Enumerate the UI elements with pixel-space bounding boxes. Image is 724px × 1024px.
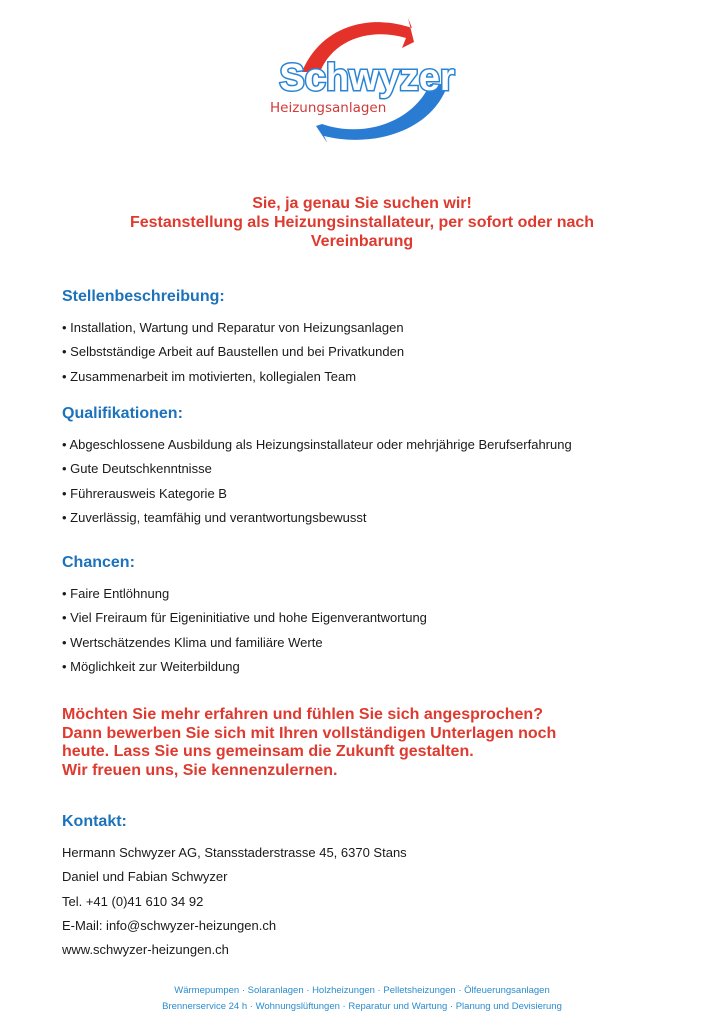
footer-line: Brennerservice 24 h · Wohnungslüftungen · Reparatur und Wartung · Planung und Devisierung — [162, 1001, 562, 1012]
section-qualifications — [62, 404, 572, 530]
list-item: • Viel Freiraum für Eigeninitiative und hohe Eigenverantwortung — [62, 610, 427, 626]
schwyzer-logo — [262, 14, 472, 142]
contact-website[interactable]: www.schwyzer-heizungen.ch — [62, 942, 229, 958]
section-heading: Kontakt: — [62, 813, 127, 830]
section-heading: Qualifikationen: — [62, 405, 183, 422]
section-job-description — [62, 287, 404, 389]
cta-line: Wir freuen uns, Sie kennenzulernen. — [62, 762, 338, 780]
footer-services — [0, 983, 724, 1015]
cta-line: Möchten Sie mehr erfahren und fühlen Sie sich angesprochen? — [62, 706, 543, 723]
footer-line: Wärmepumpen · Solaranlagen · Holzheizungen · Pelletsheizungen · Ölfeuerungsanlagen — [174, 985, 550, 996]
contact-email[interactable]: E-Mail: info@schwyzer-heizungen.ch — [62, 917, 277, 933]
list-item: • Abgeschlossene Ausbildung als Heizungsinstallateur oder mehrjährige Berufserfahrung — [62, 437, 572, 452]
list-item: • Gute Deutschkenntnisse — [62, 461, 212, 477]
svg-text:Heizungsanlagen: Heizungsanlagen — [270, 100, 387, 116]
cta-line: Dann bewerben Sie sich mit Ihren vollständigen Unterlagen noch — [62, 724, 557, 742]
contact-company: Hermann Schwyzer AG, Stansstaderstrasse 45, 6370 Stans — [62, 845, 407, 860]
contact-persons: Daniel und Fabian Schwyzer — [62, 869, 228, 885]
headline-line: Sie, ja genau Sie suchen wir! — [252, 195, 472, 212]
headline — [0, 194, 724, 251]
list-item: • Selbstständige Arbeit auf Baustellen und bei Privatkunden — [62, 344, 405, 360]
headline-line: Festanstellung als Heizungsinstallateur, per sofort oder nach — [129, 214, 595, 231]
section-opportunities — [62, 553, 427, 679]
list-item: • Zuverlässig, teamfähig und verantwortungsbewusst — [62, 509, 367, 525]
cta-line: heute. Lass Sie uns gemeinsam die Zukunft gestalten. — [62, 743, 474, 761]
section-heading: Stellenbeschreibung: — [62, 288, 225, 305]
svg-text:Schwyzer: Schwyzer — [279, 57, 455, 99]
list-item: • Installation, Wartung und Reparatur von Heizungsanlagen — [62, 320, 404, 335]
section-contact — [62, 812, 407, 962]
list-item: • Zusammenarbeit im motivierten, kollegialen Team — [62, 368, 357, 384]
list-item: • Möglichkeit zur Weiterbildung — [62, 658, 240, 674]
call-to-action — [62, 706, 556, 781]
list-item: • Führerausweis Kategorie B — [62, 485, 227, 501]
headline-line: Vereinbarung — [310, 233, 414, 250]
section-heading: Chancen: — [62, 554, 135, 571]
list-item: • Wertschätzendes Klima und familiäre Werte — [62, 634, 323, 650]
list-item: • Faire Entlöhnung — [62, 586, 170, 601]
contact-phone: Tel. +41 (0)41 610 34 92 — [62, 893, 204, 909]
